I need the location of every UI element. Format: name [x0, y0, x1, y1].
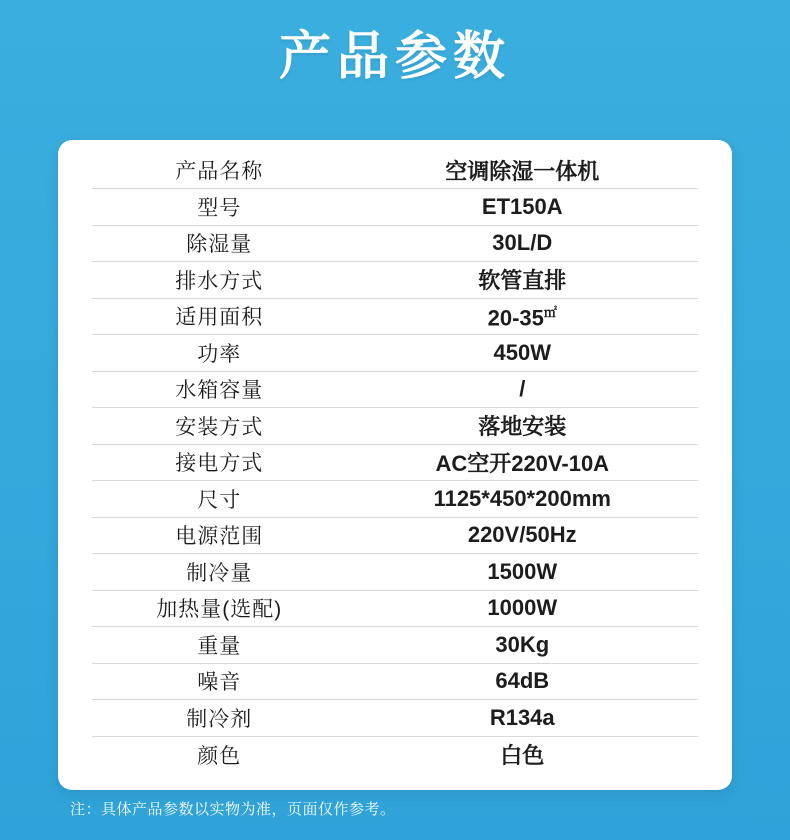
page-title: 产品参数	[278, 28, 511, 86]
spec-value: 落地安装	[347, 408, 698, 445]
spec-label: 安装方式	[92, 408, 347, 445]
table-row	[92, 444, 698, 481]
spec-value: 64dB	[347, 663, 698, 700]
table-row	[92, 517, 698, 554]
table-row	[92, 590, 698, 627]
spec-value: 220V/50Hz	[347, 517, 698, 554]
spec-value: R134a	[347, 700, 698, 737]
spec-label: 尺寸	[92, 481, 347, 518]
spec-label: 制冷量	[92, 554, 347, 591]
spec-card	[58, 140, 732, 790]
spec-value: 1500W	[347, 554, 698, 591]
spec-value: ET150A	[347, 189, 698, 226]
table-row	[92, 627, 698, 664]
spec-label: 适用面积	[92, 298, 347, 335]
table-row	[92, 663, 698, 700]
spec-value: 1125*450*200mm	[347, 481, 698, 518]
spec-label: 水箱容量	[92, 371, 347, 408]
footer-note: 注：具体产品参数以实物为准，页面仅作参考。	[70, 801, 396, 818]
table-row	[92, 408, 698, 445]
spec-label: 功率	[92, 335, 347, 372]
spec-table-body	[92, 152, 698, 773]
spec-value: 30Kg	[347, 627, 698, 664]
spec-value: 30L/D	[347, 225, 698, 262]
spec-label: 颜色	[197, 744, 242, 768]
spec-value-text: 20-35	[487, 304, 544, 330]
spec-label: 加热量(选配)	[92, 590, 347, 627]
table-row	[92, 298, 698, 335]
spec-value-unit: ㎡	[543, 304, 557, 320]
table-row	[92, 152, 698, 189]
table-row	[92, 189, 698, 226]
spec-label: 排水方式	[92, 262, 347, 299]
spec-value: 1000W	[347, 590, 698, 627]
table-row	[92, 736, 698, 773]
table-row	[92, 335, 698, 372]
table-row	[92, 700, 698, 737]
spec-value: /	[347, 371, 698, 408]
spec-label: 除湿量	[92, 225, 347, 262]
spec-value: 软管直排	[347, 262, 698, 299]
spec-label: 噪音	[92, 663, 347, 700]
spec-label: 制冷剂	[92, 700, 347, 737]
spec-value: 白色	[500, 743, 545, 768]
spec-value: AC空开220V-10A	[347, 444, 698, 481]
table-row	[92, 262, 698, 299]
spec-label: 接电方式	[92, 444, 347, 481]
table-row	[92, 481, 698, 518]
spec-label: 电源范围	[92, 517, 347, 554]
spec-label: 产品名称	[92, 152, 347, 189]
spec-label: 型号	[92, 189, 347, 226]
table-row	[92, 554, 698, 591]
spec-value: 450W	[347, 335, 698, 372]
table-row	[92, 371, 698, 408]
spec-label: 重量	[92, 627, 347, 664]
table-row	[92, 225, 698, 262]
spec-value	[347, 298, 698, 335]
spec-table	[92, 152, 698, 773]
spec-value: 空调除湿一体机	[347, 152, 698, 189]
